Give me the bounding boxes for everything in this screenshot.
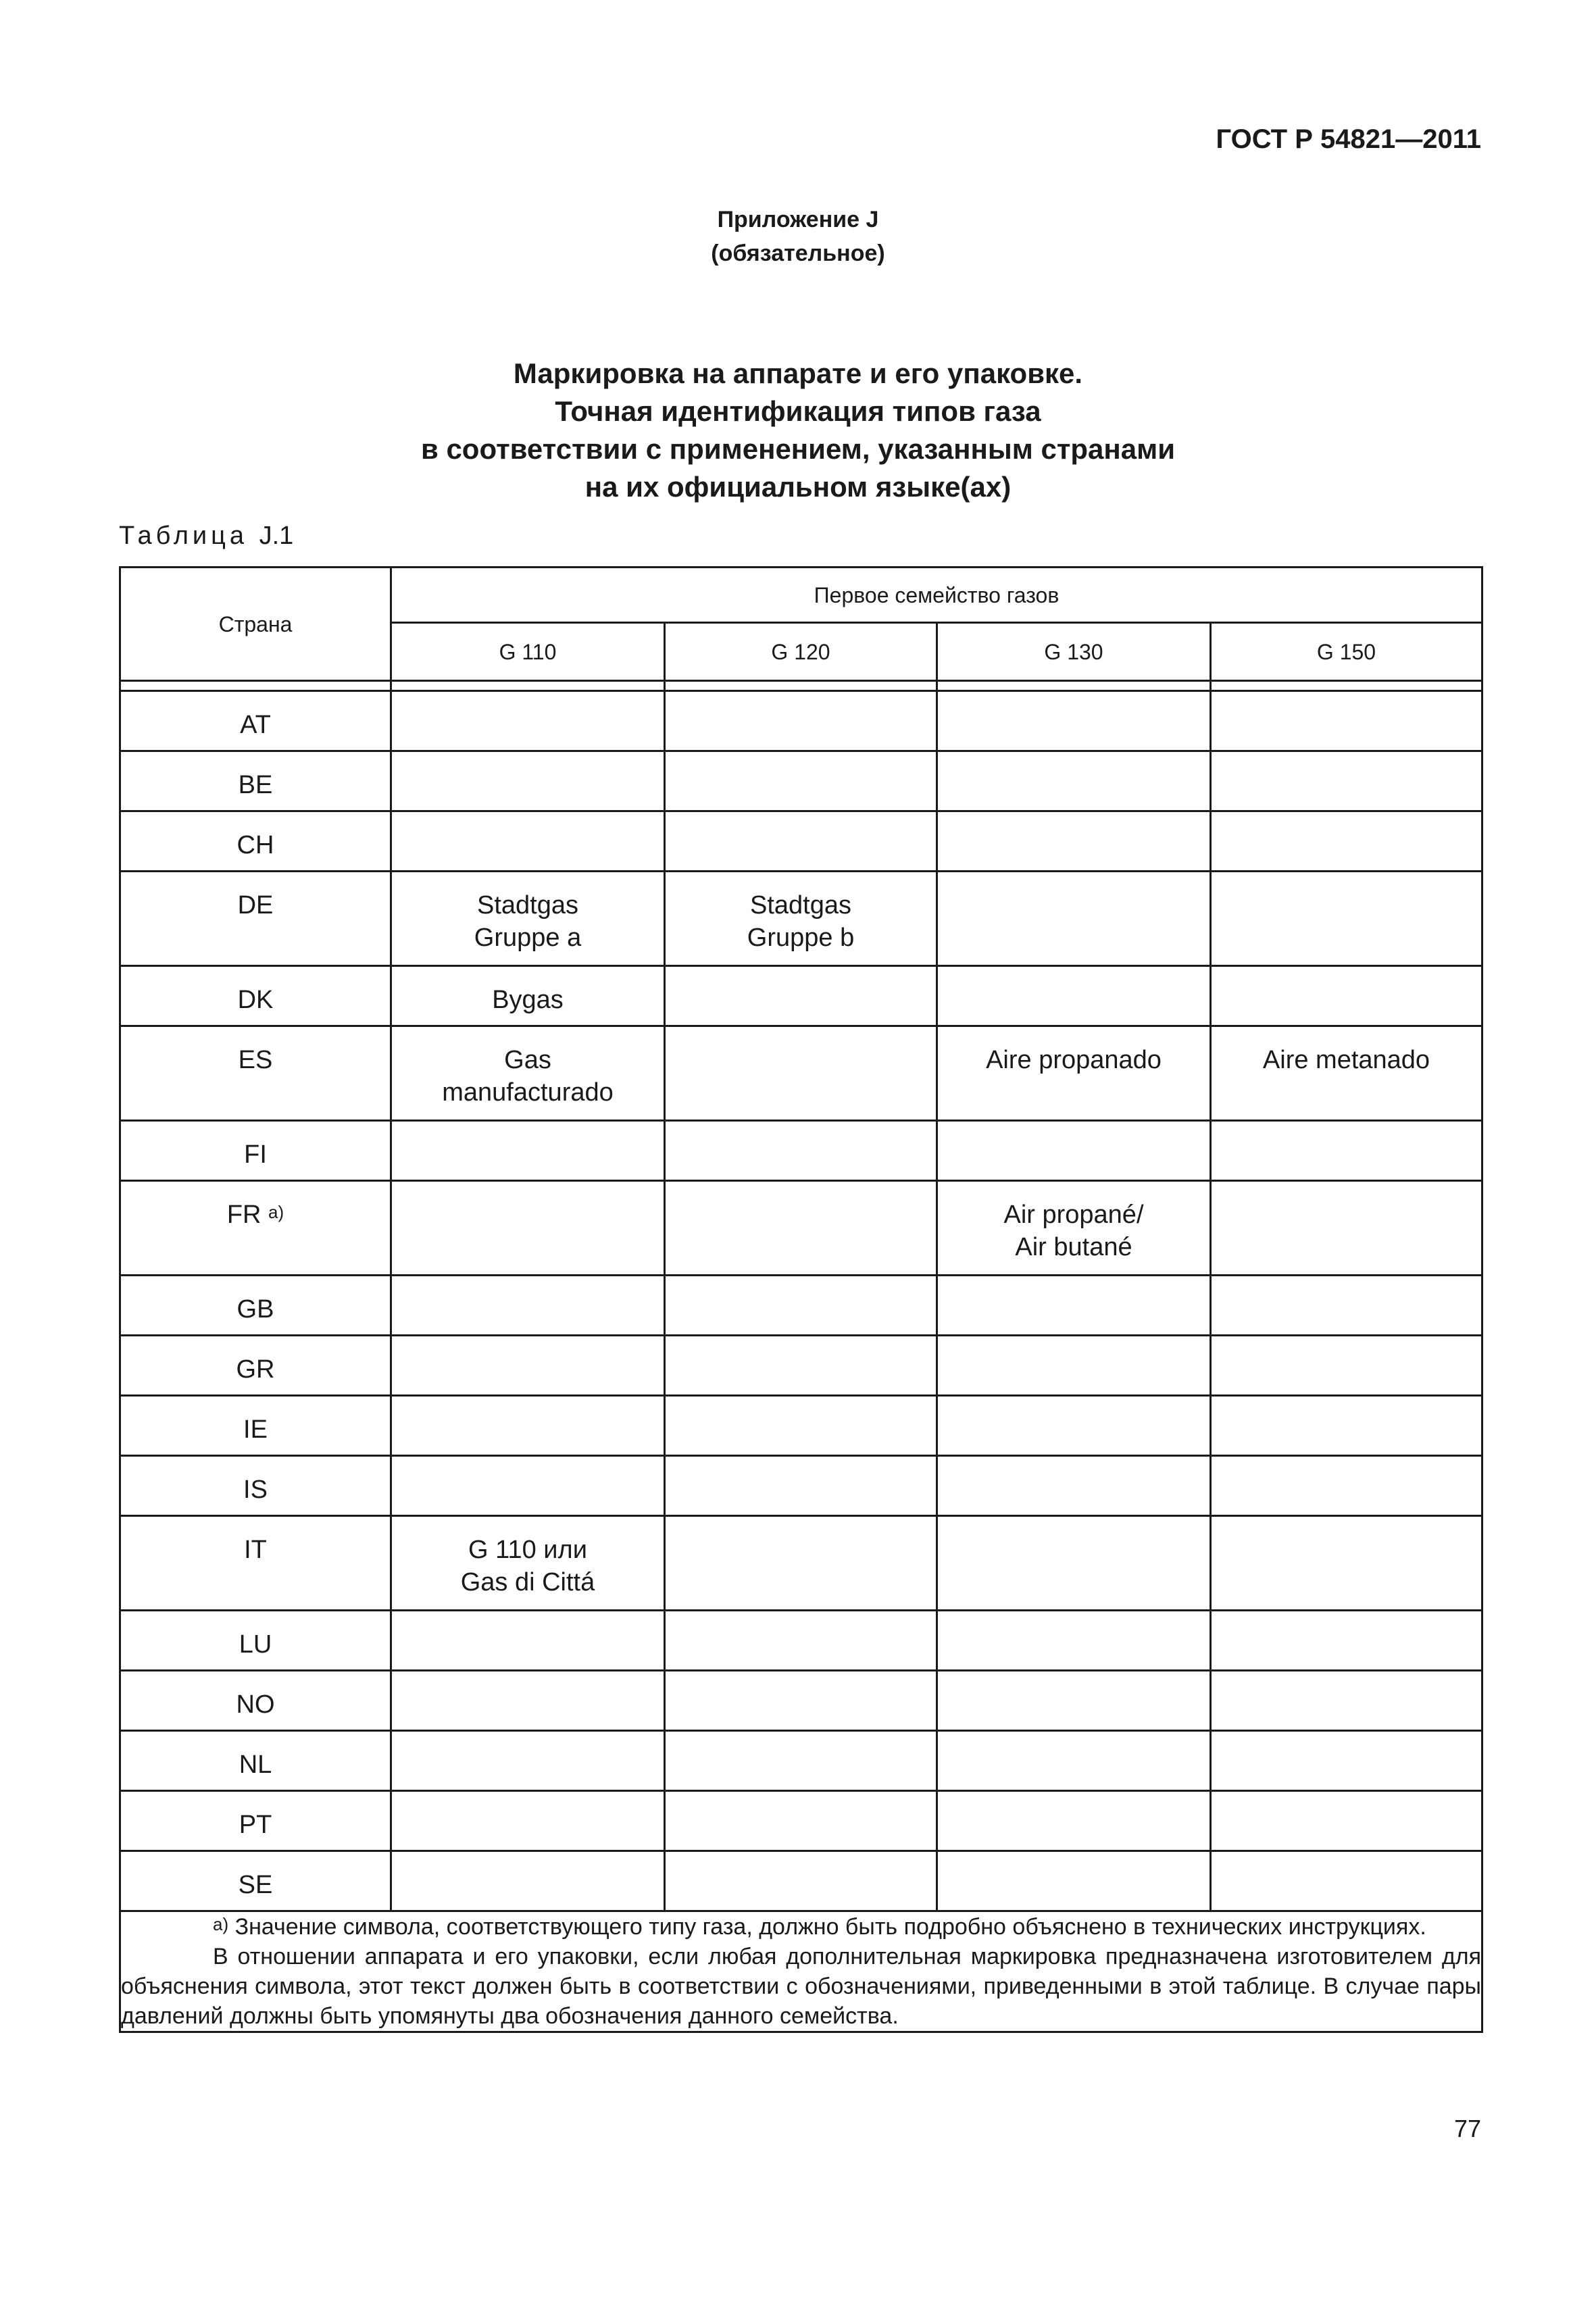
gas-name-cell-g110	[391, 1026, 665, 1121]
table-caption	[119, 522, 293, 551]
gas-name-cell-g110	[391, 1396, 665, 1456]
table-row	[120, 1336, 1482, 1396]
gas-name	[938, 752, 1210, 769]
gas-name	[1212, 967, 1481, 984]
gas-name-cell-g120	[665, 811, 937, 872]
gas-name-cell-g120	[665, 1516, 937, 1611]
table-row	[120, 691, 1482, 751]
country-code-text: IS	[243, 1476, 268, 1504]
gas-name	[1212, 692, 1481, 709]
country-cell	[120, 751, 391, 811]
gas-name-cell-g120	[665, 1851, 937, 1911]
title-line-2: Точная идентификация типов газа	[555, 395, 1041, 427]
gas-marking-table	[119, 566, 1483, 2033]
gas-name-cell-g130	[937, 751, 1211, 811]
gas-name-line: Stadtgas	[477, 891, 578, 920]
gas-name	[666, 1457, 936, 1474]
gas-name	[392, 1027, 664, 1109]
country-code-text: FI	[244, 1140, 267, 1169]
country-code-text: IE	[243, 1415, 268, 1444]
gas-name-cell-g150	[1211, 872, 1482, 966]
gas-name-cell-g110	[391, 1851, 665, 1911]
footnote-text-1: Значение символа, соответствующего типу газа, должно быть подробно объяснено в технических инструкциях.	[234, 1914, 1426, 1940]
table-row	[120, 1851, 1482, 1911]
gas-name-line: Air butané	[1015, 1233, 1132, 1261]
gas-name-cell-g120	[665, 1731, 937, 1791]
gas-name-cell-g110	[391, 1121, 665, 1181]
gas-name	[1212, 1611, 1481, 1628]
country-cell	[120, 811, 391, 872]
page-number: 77	[1453, 2115, 1481, 2142]
gas-name-cell-g110	[391, 1456, 665, 1516]
gas-name-cell-g130	[937, 872, 1211, 966]
gas-name-cell-g150	[1211, 1026, 1482, 1121]
table-row	[120, 811, 1482, 872]
table-row	[120, 872, 1482, 966]
gas-name-cell-g150	[1211, 1396, 1482, 1456]
gas-name	[938, 1671, 1210, 1688]
gas-name-cell-g130	[937, 1336, 1211, 1396]
gas-name	[1212, 1457, 1481, 1474]
title-line-1: Маркировка на аппарате и его упаковке.	[513, 357, 1083, 389]
country-code	[121, 692, 390, 741]
header-g130: G 130	[937, 623, 1211, 681]
gas-name	[666, 1611, 936, 1628]
gas-name	[1212, 1122, 1481, 1138]
gas-name	[1212, 872, 1481, 889]
table-row	[120, 1276, 1482, 1336]
country-code-text: DK	[237, 986, 274, 1014]
gas-name-cell-g110	[391, 1611, 665, 1671]
header-g150: G 150	[1211, 623, 1482, 681]
title-line-4: на их официальном языке(ах)	[584, 471, 1012, 503]
document-code: ГОСТ Р 54821—2011	[1216, 124, 1481, 154]
gas-name	[938, 967, 1210, 984]
country-code	[121, 1457, 390, 1506]
footnote-reference: а)	[268, 1202, 284, 1222]
country-cell	[120, 1611, 391, 1671]
gas-name	[938, 1397, 1210, 1413]
country-code	[121, 872, 390, 922]
annex-label: Приложение J	[717, 207, 879, 232]
table-row	[120, 1731, 1482, 1791]
country-code	[121, 1397, 390, 1446]
gas-name	[666, 1397, 936, 1413]
gas-name-cell-g120	[665, 1026, 937, 1121]
gas-name-cell-g150	[1211, 811, 1482, 872]
gas-name	[1212, 1732, 1481, 1749]
gas-name-cell-g150	[1211, 751, 1482, 811]
gas-name-cell-g150	[1211, 1181, 1482, 1276]
country-cell	[120, 1456, 391, 1516]
country-code	[121, 967, 390, 1016]
gas-name-cell-g130	[937, 691, 1211, 751]
country-code-text: IT	[244, 1536, 267, 1564]
gas-name-cell-g110	[391, 1276, 665, 1336]
table-row	[120, 1611, 1482, 1671]
gas-name	[938, 1611, 1210, 1628]
gas-name	[392, 1732, 664, 1749]
gas-name	[938, 1457, 1210, 1474]
country-code-text: SE	[238, 1871, 273, 1899]
country-cell	[120, 1851, 391, 1911]
gas-name-cell-g150	[1211, 1276, 1482, 1336]
header-separator	[120, 681, 391, 691]
gas-name	[1212, 1852, 1481, 1869]
footnote-section	[120, 1911, 1482, 2032]
gas-name-cell-g110	[391, 1671, 665, 1731]
gas-name-cell-g120	[665, 1671, 937, 1731]
gas-name	[666, 1792, 936, 1809]
gas-name-cell-g120	[665, 1791, 937, 1851]
country-cell	[120, 1276, 391, 1336]
gas-name	[392, 1517, 664, 1599]
gas-name	[1212, 1792, 1481, 1809]
gas-name	[666, 1852, 936, 1869]
country-code	[121, 1792, 390, 1841]
gas-name	[392, 1671, 664, 1688]
gas-name	[392, 752, 664, 769]
country-code-text: NL	[239, 1751, 272, 1779]
gas-name-cell-g150	[1211, 1851, 1482, 1911]
country-code	[121, 1336, 390, 1386]
country-code	[121, 812, 390, 861]
footnote-paragraph-1	[121, 1912, 1481, 1942]
gas-name-cell-g130	[937, 1026, 1211, 1121]
gas-name	[666, 872, 936, 954]
gas-name-line: manufacturado	[442, 1078, 614, 1107]
footnote-marker: а)	[213, 1914, 229, 1934]
gas-name	[392, 1336, 664, 1353]
table-row	[120, 1181, 1482, 1276]
gas-name	[392, 1122, 664, 1138]
table-row	[120, 751, 1482, 811]
annex-heading	[0, 203, 1596, 270]
country-code-text: FR	[226, 1201, 261, 1229]
gas-name	[666, 1027, 936, 1044]
gas-name	[392, 692, 664, 709]
gas-name	[1212, 752, 1481, 769]
country-code-text: CH	[236, 831, 274, 859]
gas-name	[938, 1336, 1210, 1353]
table-caption-number: J.1	[259, 522, 294, 550]
header-separator	[937, 681, 1211, 691]
table-body	[120, 568, 1482, 1911]
gas-name	[666, 1517, 936, 1534]
gas-name	[392, 1852, 664, 1869]
gas-name-cell-g120	[665, 691, 937, 751]
gas-name-cell-g150	[1211, 966, 1482, 1026]
gas-name-cell-g130	[937, 1396, 1211, 1456]
gas-name-cell-g150	[1211, 1516, 1482, 1611]
gas-name-cell-g120	[665, 966, 937, 1026]
gas-name-line: G 110 или	[468, 1536, 587, 1564]
gas-name-cell-g110	[391, 751, 665, 811]
country-code-text: DE	[237, 891, 274, 920]
gas-name-cell-g130	[937, 1276, 1211, 1336]
gas-name-cell-g110	[391, 1336, 665, 1396]
gas-name-cell-g110	[391, 1731, 665, 1791]
country-cell	[120, 1121, 391, 1181]
gas-name-cell-g110	[391, 966, 665, 1026]
country-cell	[120, 1396, 391, 1456]
gas-name-cell-g150	[1211, 1121, 1482, 1181]
header-country: Страна	[120, 568, 391, 681]
header-separator	[665, 681, 937, 691]
gas-name-cell-g130	[937, 1611, 1211, 1671]
gas-name-cell-g150	[1211, 1336, 1482, 1396]
gas-name	[392, 872, 664, 954]
gas-name	[938, 692, 1210, 709]
header-gas-family: Первое семейство газов	[391, 568, 1482, 623]
gas-name-cell-g120	[665, 1336, 937, 1396]
gas-name-line: Stadtgas	[750, 891, 851, 920]
country-code-text: AT	[240, 711, 271, 739]
gas-name	[666, 967, 936, 984]
gas-name-cell-g130	[937, 1121, 1211, 1181]
title-line-3: в соответствии с применением, указанным странами	[420, 433, 1176, 465]
country-cell	[120, 1731, 391, 1791]
country-code	[121, 1611, 390, 1661]
gas-name	[666, 1122, 936, 1138]
country-code	[121, 1671, 390, 1721]
gas-name-cell-g110	[391, 1516, 665, 1611]
gas-name-cell-g130	[937, 1181, 1211, 1276]
gas-name	[666, 1732, 936, 1749]
country-cell	[120, 1671, 391, 1731]
gas-name	[938, 1792, 1210, 1809]
country-code	[121, 1517, 390, 1566]
gas-name-cell-g120	[665, 1611, 937, 1671]
gas-name-cell-g130	[937, 1851, 1211, 1911]
footnote-paragraph-2: В отношении аппарата и его упаковки, если любая дополнительная маркировка предназначена изготовителем для объяснения символа, этот текст должен быть в соответствии с обозначениями, приведенными в этой таблице. В случае пары давлений должны быть упомянуты два обозначения данного семейства.	[121, 1944, 1481, 2029]
gas-name	[1212, 1517, 1481, 1534]
gas-name	[1212, 1276, 1481, 1293]
table-row	[120, 1026, 1482, 1121]
gas-name	[392, 967, 664, 1016]
table-row	[120, 1396, 1482, 1456]
gas-name-line: Aire propanado	[986, 1046, 1162, 1074]
gas-name	[666, 1276, 936, 1293]
gas-name-cell-g120	[665, 1181, 937, 1276]
gas-name	[666, 812, 936, 829]
gas-name-cell-g150	[1211, 1611, 1482, 1671]
header-g110: G 110	[391, 623, 665, 681]
country-code-text: GB	[236, 1295, 274, 1324]
gas-name-cell-g130	[937, 1731, 1211, 1791]
gas-name	[938, 1027, 1210, 1076]
country-cell	[120, 1791, 391, 1851]
gas-name	[938, 1276, 1210, 1293]
gas-name	[392, 1182, 664, 1199]
gas-name	[392, 1276, 664, 1293]
gas-name-cell-g120	[665, 751, 937, 811]
gas-name-cell-g130	[937, 1516, 1211, 1611]
country-code	[121, 1852, 390, 1901]
gas-name	[1212, 1397, 1481, 1413]
header-g120: G 120	[665, 623, 937, 681]
country-code-text: PT	[239, 1811, 272, 1839]
country-code-text: GR	[236, 1355, 275, 1384]
gas-name	[666, 1182, 936, 1199]
gas-name-line: Gas	[504, 1046, 551, 1074]
gas-name-cell-g130	[937, 1791, 1211, 1851]
gas-name	[1212, 1336, 1481, 1353]
gas-name	[392, 812, 664, 829]
gas-name-line: Gruppe a	[474, 924, 582, 952]
gas-name	[392, 1397, 664, 1413]
country-code	[121, 1182, 390, 1231]
gas-name	[938, 1732, 1210, 1749]
gas-name-cell-g130	[937, 1671, 1211, 1731]
gas-name	[938, 872, 1210, 889]
gas-name	[938, 1182, 1210, 1263]
table-footnote	[120, 1911, 1482, 2032]
country-code-text: LU	[239, 1630, 272, 1659]
gas-name-cell-g150	[1211, 1731, 1482, 1791]
country-code-text: ES	[238, 1046, 273, 1074]
gas-name-cell-g150	[1211, 1456, 1482, 1516]
page-title	[0, 355, 1596, 506]
gas-name-cell-g120	[665, 1456, 937, 1516]
gas-name-line: Gas di Cittá	[460, 1568, 595, 1596]
gas-name	[938, 812, 1210, 829]
country-code	[121, 1122, 390, 1171]
gas-name-line: Air propané/	[1003, 1201, 1144, 1229]
country-code	[121, 1732, 390, 1781]
gas-name-cell-g120	[665, 1396, 937, 1456]
gas-name-line: Gruppe b	[747, 924, 855, 952]
gas-name-cell-g120	[665, 872, 937, 966]
country-cell	[120, 872, 391, 966]
country-cell	[120, 1516, 391, 1611]
table-row	[120, 1456, 1482, 1516]
gas-name-cell-g120	[665, 1121, 937, 1181]
gas-name-cell-g110	[391, 1181, 665, 1276]
gas-name-cell-g110	[391, 691, 665, 751]
gas-name	[1212, 1027, 1481, 1076]
gas-name-cell-g110	[391, 811, 665, 872]
gas-name-cell-g130	[937, 811, 1211, 872]
table-row	[120, 1516, 1482, 1611]
table-row	[120, 966, 1482, 1026]
table-row	[120, 1791, 1482, 1851]
annex-status: (обязательное)	[711, 241, 885, 266]
country-cell	[120, 1336, 391, 1396]
gas-name	[666, 1336, 936, 1353]
header-separator	[391, 681, 665, 691]
gas-name	[938, 1517, 1210, 1534]
country-code	[121, 1027, 390, 1076]
table-caption-word: Таблица	[119, 522, 248, 550]
gas-name-cell-g110	[391, 872, 665, 966]
gas-name-cell-g130	[937, 966, 1211, 1026]
gas-name-cell-g150	[1211, 1671, 1482, 1731]
country-cell	[120, 1181, 391, 1276]
gas-name-cell-g110	[391, 1791, 665, 1851]
country-code-text: BE	[238, 771, 273, 799]
country-code	[121, 1276, 390, 1326]
gas-name	[938, 1852, 1210, 1869]
gas-name-line: Bygas	[492, 986, 564, 1014]
gas-name	[392, 1457, 664, 1474]
gas-name	[666, 692, 936, 709]
gas-name	[392, 1611, 664, 1628]
gas-name	[1212, 1182, 1481, 1199]
gas-name	[392, 1792, 664, 1809]
gas-name-cell-g150	[1211, 691, 1482, 751]
table-row	[120, 1671, 1482, 1731]
gas-name	[1212, 1671, 1481, 1688]
gas-name-cell-g150	[1211, 1791, 1482, 1851]
gas-name-cell-g120	[665, 1276, 937, 1336]
gas-name-cell-g130	[937, 1456, 1211, 1516]
country-code-text: NO	[236, 1690, 275, 1719]
gas-name	[1212, 812, 1481, 829]
country-code	[121, 752, 390, 801]
gas-name	[666, 1671, 936, 1688]
gas-name	[938, 1122, 1210, 1138]
country-cell	[120, 691, 391, 751]
gas-name-line: Aire metanado	[1262, 1046, 1430, 1074]
country-cell	[120, 1026, 391, 1121]
table-row	[120, 1121, 1482, 1181]
header-separator	[1211, 681, 1482, 691]
country-cell	[120, 966, 391, 1026]
gas-name	[666, 752, 936, 769]
